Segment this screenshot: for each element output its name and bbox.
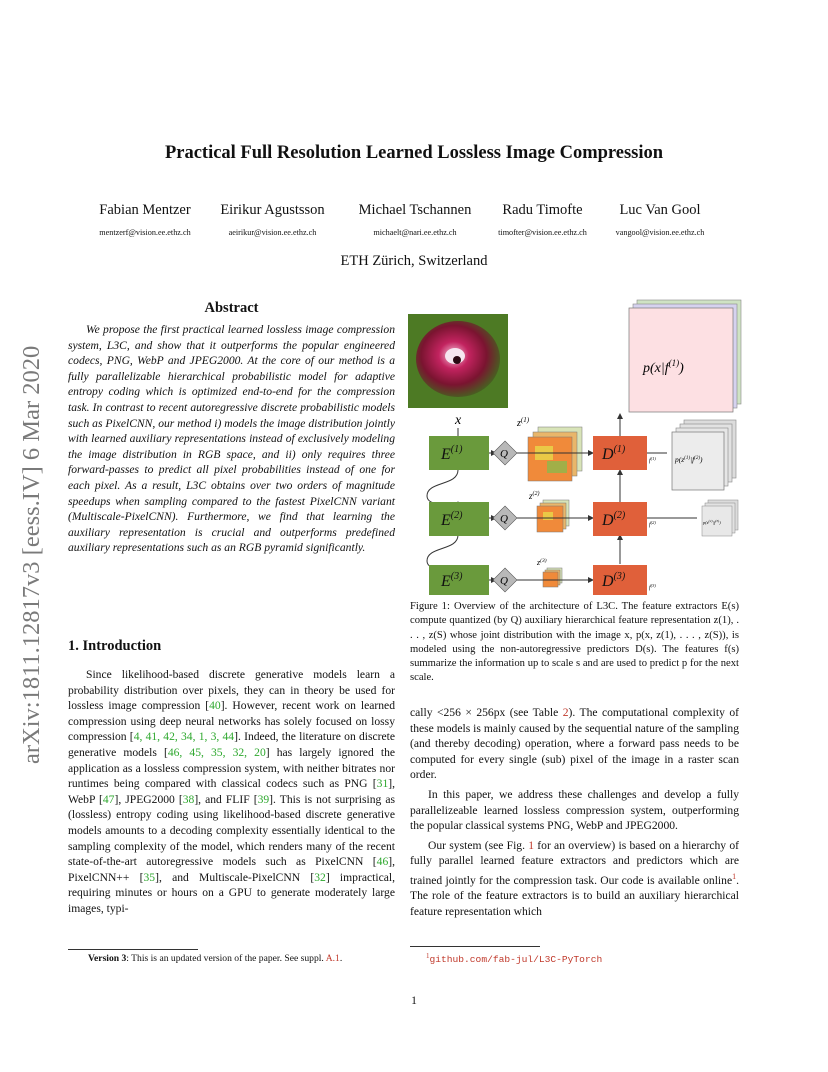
abstract-heading: Abstract bbox=[204, 300, 259, 316]
feature-label-f3: $f^{(3)}$ bbox=[649, 583, 656, 591]
svg-text:D(3): $D^{(3)}$ bbox=[602, 571, 626, 590]
caption-label: Figure 1: bbox=[410, 601, 450, 612]
encoder-block-3 bbox=[429, 565, 489, 595]
encoder-block-1 bbox=[429, 436, 489, 470]
quantizer-1 bbox=[493, 441, 517, 465]
text-run: Since likelihood-based discrete generative models learn a probability distribution over pixels, they can in theory be used for lossless image compression [ bbox=[68, 668, 395, 713]
text-run: . The role of the feature extractors is to build an auxiliary hierarchical feature representation which bbox=[410, 873, 739, 918]
text-run: ] has largely ignored the application as a lossless compression system, with neither bitrates nor runtimes being compared with classical codecs such as PNG [ bbox=[68, 745, 396, 791]
text-run: ]. Indeed, the literature on discrete generative models [ bbox=[68, 730, 396, 759]
footnote-number: 1 bbox=[426, 952, 430, 960]
intro-paragraph-1 bbox=[68, 667, 395, 917]
appendix-link[interactable]: A.1 bbox=[325, 953, 340, 964]
prob-label-scale-3: $p(z^{(2)}|f^{(3)})$ bbox=[703, 519, 721, 525]
table-link[interactable]: 2 bbox=[562, 706, 569, 719]
text-run: ], and Multiscale-PixelCNN [ bbox=[155, 870, 315, 884]
latent-label-z3: $z^{(3)}$ bbox=[537, 558, 547, 567]
text-run: ] impractical, requiring minutes or hours on a GPU to generate moderately large images, typi- bbox=[68, 870, 395, 915]
prob-stack-scale-3 bbox=[702, 500, 738, 536]
figure-1-caption bbox=[410, 600, 739, 686]
intro-right-column bbox=[410, 705, 739, 920]
latent-z3 bbox=[543, 568, 562, 587]
citation-link[interactable]: 39 bbox=[257, 792, 270, 806]
page-number: 1 bbox=[411, 994, 417, 1007]
intro-paragraph-1-cont bbox=[410, 705, 739, 783]
encoder-block-2 bbox=[429, 502, 489, 536]
intro-paragraph-3 bbox=[410, 838, 739, 920]
input-label-x: x bbox=[455, 413, 462, 428]
prob-label-scale-2: $p(z^{(1)}|f^{(2)})$ bbox=[675, 455, 703, 464]
version-footnote bbox=[88, 953, 398, 964]
svg-text:Q: Q bbox=[500, 575, 508, 587]
citation-link[interactable]: 38 bbox=[182, 792, 195, 806]
author-name: Luc Van Gool bbox=[619, 202, 701, 218]
footnote-rule bbox=[410, 946, 540, 947]
text-run: ], WebP [ bbox=[68, 777, 395, 806]
abstract-text: We propose the first practical learned lossless image compression system, L3C, and show that it outperforms the popular engineered codecs, PNG, WebP and JPEG2000. At the core of our method is a fully parallelizable hierarchical probabilistic model for adaptive entropy coding which is optimized end-to-end for the compression task. In contrast to recent autoregressive discrete probabilistic models such as PixelCNN, our method i) models the image distribution jointly with learned auxiliary representations instead of exclusively modeling the image distribution in RGB space, and ii) only requires three forward-passes to predict all pixel probabilities instead of one for each pixel. As a result, L3C obtains over two orders of magnitude speedups when sampling compared to the fastest PixelCNN variant (Multiscale-PixelCNN). Furthermore, we find that learning the auxiliary representation is crucial and outperforms predefined auxiliary representations such as an RGB pyramid significantly. bbox=[68, 323, 395, 555]
text-run: : This is an updated version of the paper. See suppl. bbox=[126, 953, 326, 964]
decoder-block-1 bbox=[593, 436, 647, 470]
svg-text:D(1): $D^{(1)}$ bbox=[602, 444, 626, 463]
latent-z1 bbox=[528, 427, 582, 481]
text-run: ]. This is not surprising as (lossless) entropy coding using likelihood-based discrete generative models amounts to a decoding complexity essentially identical to the sampling complexity of the model, which renders many of the recent state-of-the-art autoregressive models such as PixelCNN [ bbox=[68, 792, 396, 869]
author-email: aeirikur@vision.ee.ethz.ch bbox=[228, 228, 317, 237]
citation-link[interactable]: 46, 45, 35, 32, 20 bbox=[167, 745, 266, 759]
affiliation: ETH Zürich, Switzerland bbox=[340, 253, 488, 269]
prob-stack-scale-1 bbox=[629, 300, 741, 412]
latent-label-z1: $z^{(1)}$ bbox=[517, 416, 530, 429]
text-run: Our system (see Fig. bbox=[428, 838, 529, 852]
text-run: ). The computational complexity of these models is mainly caused by the sequential nature of the sampling (and thereby decoding) operation, where a forward pass needs to be computed for every single (sub) pixel of the image in a raster scan order. bbox=[410, 706, 739, 782]
author-name: Fabian Mentzer bbox=[99, 202, 191, 218]
section-heading-introduction: 1. Introduction bbox=[68, 638, 162, 654]
svg-text:E(1): $E^{(1)}$ bbox=[441, 444, 463, 463]
author-name: Michael Tschannen bbox=[358, 202, 472, 218]
intro-left-column bbox=[68, 667, 395, 917]
version-label: Version 3 bbox=[88, 953, 127, 964]
author-email: vangool@vision.ee.ethz.ch bbox=[615, 228, 705, 237]
author-email: michaelt@nari.ee.ethz.ch bbox=[373, 228, 457, 237]
author-email: timofter@vision.ee.ethz.ch bbox=[498, 228, 587, 237]
figure-1-architecture bbox=[405, 296, 750, 598]
citation-link[interactable]: 4, 41, 42, 34, 1, 3, 44 bbox=[133, 730, 235, 744]
text-run: ]. However, recent work on learned compression using deep neural networks has solely focused on lossy compression [ bbox=[68, 699, 395, 744]
paper-title: Practical Full Resolution Learned Lossless Image Compression bbox=[164, 143, 664, 163]
citation-link[interactable]: 32 bbox=[314, 870, 326, 884]
citation-link[interactable]: 40 bbox=[209, 699, 221, 713]
text-run: ], JPEG2000 [ bbox=[114, 792, 183, 806]
citation-link[interactable]: 31 bbox=[376, 777, 389, 791]
latent-z2 bbox=[537, 500, 569, 532]
arxiv-stamp-text: arXiv:1811.12817v3 [eess.IV] 6 Mar 2020 bbox=[18, 345, 45, 764]
citation-link[interactable]: 35 bbox=[143, 870, 156, 884]
latent-label-z2: $z^{(2)}$ bbox=[529, 491, 540, 501]
code-footnote bbox=[426, 952, 736, 965]
svg-text:E(2): $E^{(2)}$ bbox=[441, 510, 463, 529]
author-email: mentzerf@vision.ee.ethz.ch bbox=[99, 228, 191, 237]
quantizer-2 bbox=[493, 506, 517, 530]
author-name: Radu Timofte bbox=[502, 202, 583, 218]
citation-link[interactable]: 46 bbox=[376, 855, 389, 869]
citation-link[interactable]: 47 bbox=[102, 792, 115, 806]
footnote-rule bbox=[68, 949, 198, 950]
quantizer-3 bbox=[493, 568, 517, 592]
text-run: . bbox=[339, 953, 343, 964]
svg-text:Q: Q bbox=[500, 513, 508, 525]
footnote-marker[interactable]: 1 bbox=[732, 871, 737, 881]
text-run: ], PixelCNN++ [ bbox=[68, 855, 395, 884]
svg-text:D(2): $D^{(2)}$ bbox=[602, 510, 626, 529]
author-name: Eirikur Agustsson bbox=[220, 202, 325, 218]
svg-text:E(3): $E^{(3)}$ bbox=[441, 571, 463, 590]
decoder-block-3 bbox=[593, 565, 647, 595]
caption-text: Overview of the architecture of L3C. The feature extractors E(s) compute quantized (by Q) auxiliary hierarchical feature representation z(1), . . . , z(S) whose joint distribution with the image x, p(x, z(1), . . . , z(S)), is modeled using the non-autoregressive predictors D(s). The features f(s) summarize the information up to scale s and are used to predict p for the next scale. bbox=[410, 601, 739, 684]
feature-label-f2: $f^{(2)}$ bbox=[649, 520, 656, 528]
svg-text:Q: Q bbox=[500, 448, 508, 460]
decoder-block-2 bbox=[593, 502, 647, 536]
text-run: ], and FLIF [ bbox=[194, 792, 258, 806]
input-image bbox=[408, 314, 508, 408]
prob-label-scale-1: $p(x|f^{(1)})$ bbox=[643, 358, 684, 376]
intro-paragraph-2: In this paper, we address these challenges and develop a fully parallelizeable learned lossless compression system, outperforming the popular classical systems PNG, WebP and JPEG2000. bbox=[410, 787, 739, 833]
text-run: cally <256 × 256px (see Table bbox=[410, 706, 563, 719]
figure-link[interactable]: 1 bbox=[528, 838, 535, 852]
text-run: for an overview) is based on a hierarchy of fully parallel learned feature extractors and predictors which are trained jointly for the compression task. Our code is available online bbox=[410, 838, 740, 887]
abstract-body bbox=[68, 322, 395, 556]
code-url-link[interactable]: github.com/fab-jul/L3C-PyTorch bbox=[429, 954, 603, 966]
architecture-diagram bbox=[405, 296, 750, 598]
feature-label-f1: $f^{(1)}$ bbox=[649, 456, 656, 464]
arxiv-stamp bbox=[12, 290, 46, 770]
